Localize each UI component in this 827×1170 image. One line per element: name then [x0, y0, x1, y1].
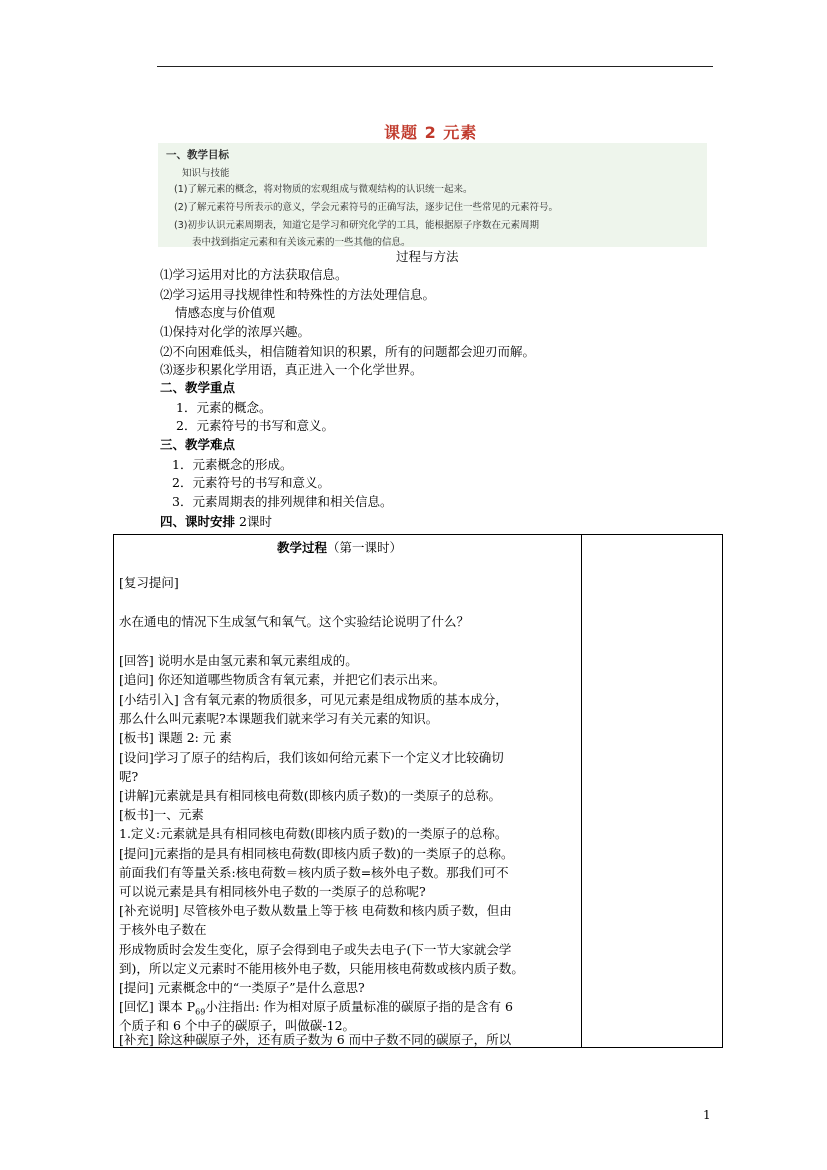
- table-heading-bold: 教学过程: [277, 540, 328, 555]
- objectives-image: [158, 143, 707, 247]
- attitude-item: ⑶逐步积累化学用语，真正进入一个化学世界。: [160, 362, 423, 377]
- recall-page-sub: 69: [195, 1007, 206, 1017]
- difficulty-item: 2．元素符号的书写和意义。: [172, 475, 330, 490]
- table-line: [讲解]元素就是具有相同核电荷数(即核内质子数)的一类原子的总称。: [119, 788, 502, 803]
- attitude-item: ⑴保持对化学的浓厚兴趣。: [160, 324, 311, 339]
- table-line: 前面我们有等量关系:核电荷数＝核内质子数=核外电子数。那我们可不: [119, 865, 509, 880]
- table-line: 可以说元素是具有相同核外电子数的一类原子的总称呢?: [119, 884, 426, 899]
- objectives-heading: 一、教学目标: [166, 149, 229, 161]
- table-line: [追问] 你还知道哪些物质含有氧元素，并把它们表示出来。: [119, 672, 446, 687]
- table-line: [设问]学习了原子的结构后，我们该如何给元素下一个定义才比较确切: [119, 750, 504, 765]
- recall-prefix: [回忆] 课本 P: [119, 999, 196, 1014]
- difficulty-item: 1．元素概念的形成。: [172, 457, 293, 472]
- page-number: 1: [703, 1108, 711, 1122]
- difficulty-item: 3．元素周期表的排列规律和相关信息。: [172, 494, 393, 509]
- table-line: 呢?: [119, 769, 139, 784]
- table-line: [补充说明] 尽管核外电子数从数量上等于核 电荷数和核内质子数，但由: [119, 903, 512, 918]
- process-method-item: ⑵学习运用寻找规律性和特殊性的方法处理信息。: [160, 287, 436, 302]
- key-point-item: 2．元素符号的书写和意义。: [176, 418, 334, 433]
- table-line: [补充] 除这种碳原子外，还有质子数为 6 而中子数不同的碳原子，所以: [119, 1032, 512, 1047]
- table-line: [复习提问]: [119, 575, 179, 590]
- table-line: [小结引入] 含有氧元素的物质很多，可见元素是组成物质的基本成分，: [119, 692, 508, 707]
- schedule-value: 2课时: [239, 514, 272, 529]
- table-heading: [277, 538, 402, 556]
- table-line: [提问]元素指的是具有相同核电荷数(即核内质子数)的一类原子的总称。: [119, 846, 514, 861]
- table-line: [回答] 说明水是由氢元素和氧元素组成的。: [119, 653, 358, 668]
- header-rule: [157, 66, 713, 67]
- difficulties-heading: 三、教学难点: [160, 437, 236, 452]
- process-method-item: ⑴学习运用对比的方法获取信息。: [160, 267, 348, 282]
- table-line: 1.定义:元素就是具有相同核电荷数(即核内质子数)的一类原子的总称。: [119, 826, 508, 841]
- table-heading-rest: （第一课时）: [327, 540, 403, 555]
- page-title: 课题 2 元素: [384, 123, 478, 142]
- schedule-heading: 四、课时安排: [160, 514, 236, 529]
- table-line: 到)，所以定义元素时不能用核外电子数，只能用核电荷数或核内质子数。: [119, 961, 524, 976]
- table-line: 形成物质时会发生变化，原子会得到电子或失去电子(下一节大家就会学: [119, 942, 512, 957]
- table-line: [板书]一、元素: [119, 807, 204, 822]
- process-method-heading: 过程与方法: [396, 249, 459, 264]
- table-line: 个质子和 6 个中子的碳原子，叫做碳-12。: [119, 1018, 356, 1033]
- attitude-item: ⑵不向困难低头，相信随着知识的积累，所有的问题都会迎刃而解。: [160, 344, 536, 359]
- key-points-heading: 二、教学重点: [160, 380, 236, 395]
- table-line: [板书] 课题 2: 元 素: [119, 730, 232, 745]
- key-point-item: 1．元素的概念。: [176, 400, 272, 415]
- objective-item: 表中找到指定元素和有关该元素的一些其他的信息。: [192, 237, 411, 247]
- objective-item: (2)了解元素符号所表示的意义，学会元素符号的正确写法，逐步记住一些常见的元素符号。: [174, 202, 558, 213]
- objective-item: (1)了解元素的概念，将对物质的宏观组成与微观结构的认识统一起来。: [174, 184, 473, 195]
- objective-item: (3)初步认识元素周期表，知道它是学习和研究化学的工具，能根据原子序数在元素周期: [174, 220, 539, 231]
- table-line: 水在通电的情况下生成氢气和氧气。这个实验结论说明了什么？: [119, 614, 470, 629]
- schedule-line: [160, 512, 272, 530]
- objectives-subheading: 知识与技能: [182, 168, 230, 179]
- table-line: 那么什么叫元素呢?本课题我们就来学习有关元素的知识。: [119, 711, 439, 726]
- recall-rest: 小注指出: 作为相对原子质量标准的碳原子指的是含有 6: [205, 999, 513, 1014]
- table-column-divider: [581, 534, 582, 1048]
- attitude-heading: 情感态度与价值观: [175, 305, 276, 320]
- table-line: 于核外电子数在: [119, 922, 207, 937]
- table-line: [提问] 元素概念中的“一类原子”是什么意思?: [119, 980, 365, 995]
- table-line: [119, 997, 513, 1017]
